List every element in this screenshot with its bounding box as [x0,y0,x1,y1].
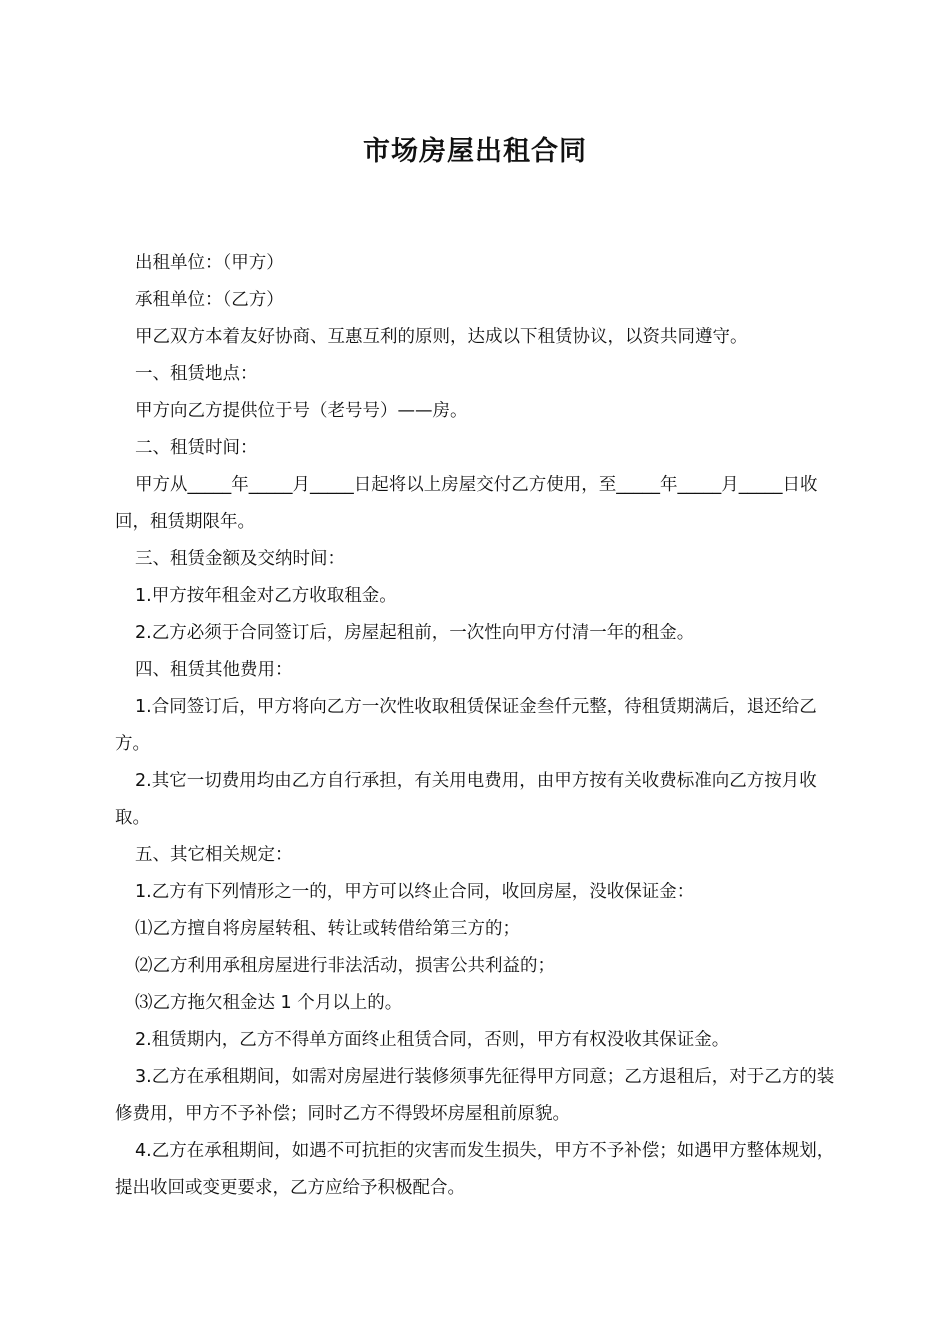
paragraph-term: 甲方从_____年_____月_____日起将以上房屋交付乙方使用，至_____年_____月_____日收回，租赁期限年。 [115,475,818,532]
paragraph-rules-1c: ⑶乙方拖欠租金达 1 个月以上的。 [135,993,403,1013]
paragraph-lessor: 出租单位：（甲方） [135,253,284,273]
paragraph-location: 甲方向乙方提供位于号（老号号）——房。 [135,401,468,421]
section-heading-rules: 五、其它相关规定： [135,845,293,865]
paragraph-rent-2: 2.乙方必须于合同签订后，房屋起租前，一次性向甲方付清一年的租金。 [135,623,695,643]
document-body [115,245,837,1207]
paragraph-rent-1: 1.甲方按年租金对乙方收取租金。 [135,586,397,606]
section-heading-rent: 三、租赁金额及交纳时间： [135,549,345,569]
paragraph-rules-3: 3.乙方在承租期间，如需对房屋进行装修须事先征得甲方同意；乙方退租后，对于乙方的装修费用，甲方不予补偿；同时乙方不得毁坏房屋租前原貌。 [115,1067,835,1124]
paragraph-lessee: 承租单位：（乙方） [135,290,284,310]
document-title: 市场房屋出租合同 [363,136,587,167]
section-heading-location: 一、租赁地点： [135,364,258,384]
section-heading-term: 二、租赁时间： [135,438,258,458]
paragraph-rules-2: 2.租赁期内，乙方不得单方面终止租赁合同，否则，甲方有权没收其保证金。 [135,1030,730,1050]
paragraph-preamble: 甲乙双方本着友好协商、互惠互利的原则，达成以下租赁协议，以资共同遵守。 [135,327,748,347]
paragraph-rules-1: 1.乙方有下列情形之一的，甲方可以终止合同，收回房屋，没收保证金： [135,882,695,902]
paragraph-rules-1a: ⑴乙方擅自将房屋转租、转让或转借给第三方的； [135,919,520,939]
section-heading-fees: 四、租赁其他费用： [135,660,293,680]
paragraph-rules-4: 4.乙方在承租期间，如遇不可抗拒的灾害而发生损失，甲方不予补偿；如遇甲方整体规划，提出收回或变更要求，乙方应给予积极配合。 [115,1141,835,1198]
paragraph-rules-1b: ⑵乙方利用承租房屋进行非法活动，损害公共利益的； [135,956,555,976]
paragraph-fees-1: 1.合同签订后，甲方将向乙方一次性收取租赁保证金叁仟元整，待租赁期满后，退还给乙方。 [115,697,817,754]
paragraph-fees-2: 2.其它一切费用均由乙方自行承担，有关用电费用，由甲方按有关收费标准向乙方按月收取。 [115,771,817,828]
